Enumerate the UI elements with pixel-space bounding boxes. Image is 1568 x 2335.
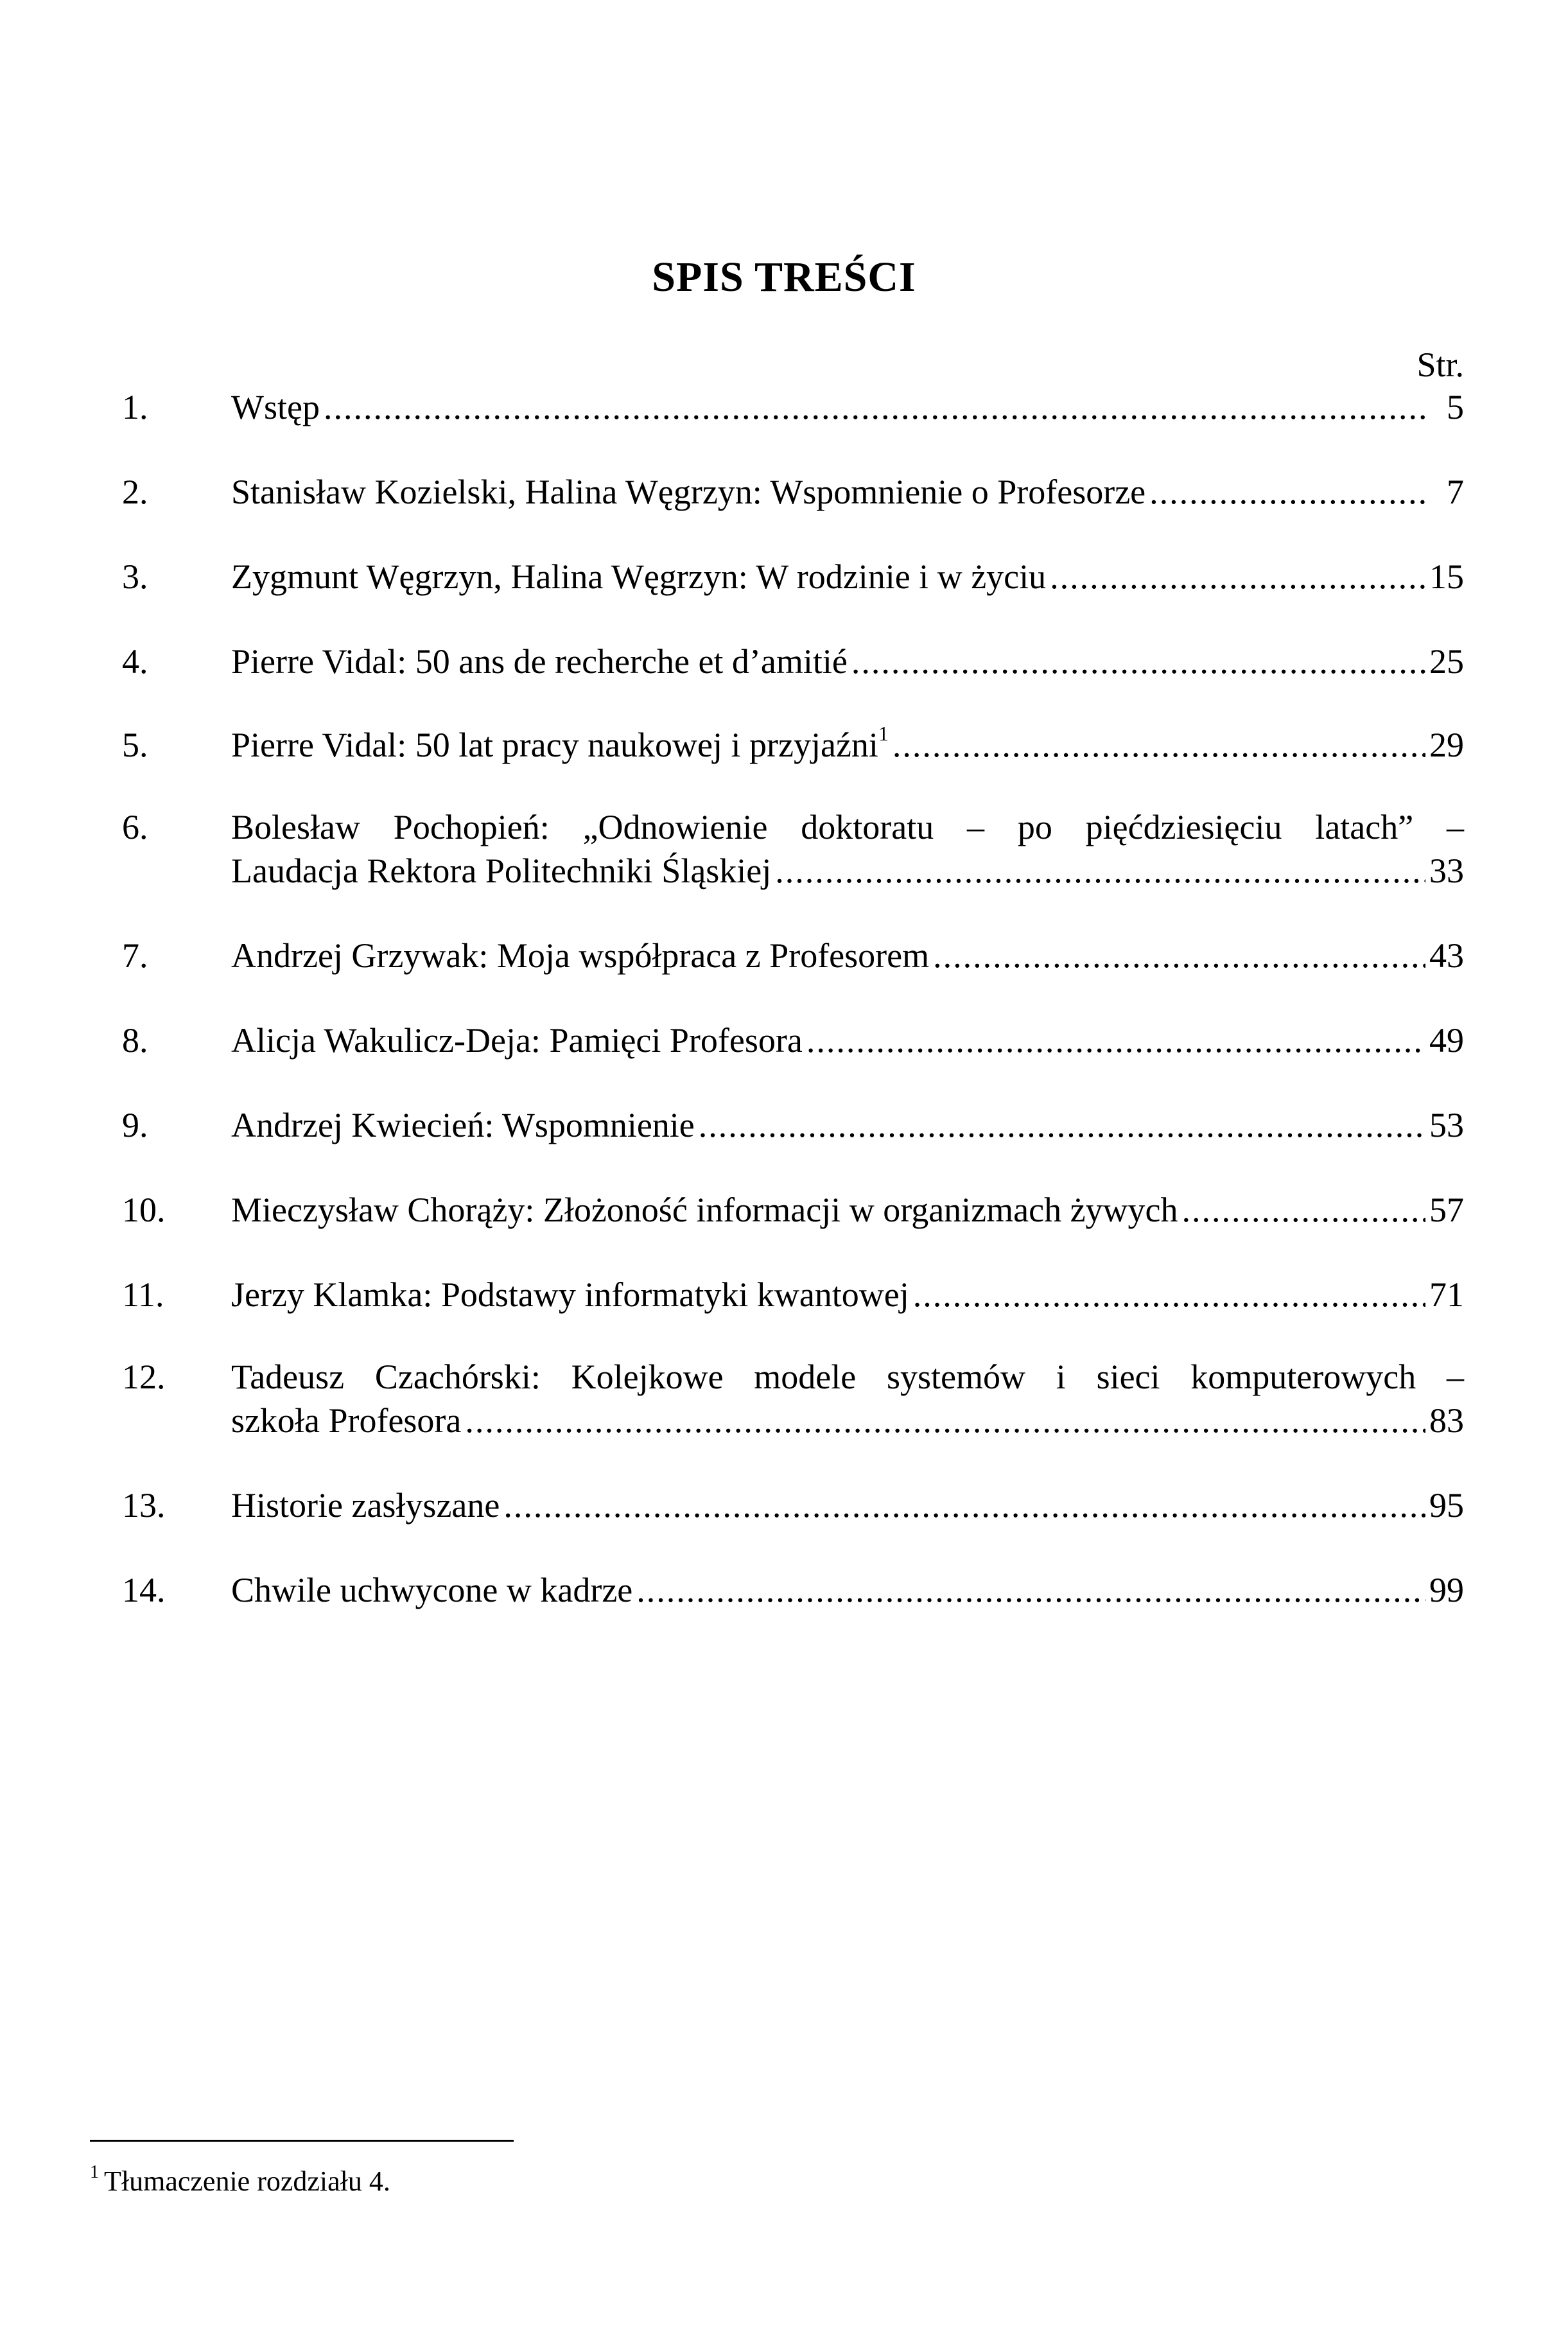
dot-leader xyxy=(1050,556,1425,597)
footnote-marker: 1 xyxy=(90,2162,99,2183)
toc-entry-title: Stanisław Kozielski, Halina Węgrzyn: Wspomnienie o Profesorze xyxy=(231,473,1146,511)
toc-entry-title: Andrzej Grzywak: Moja współpraca z Profesorem xyxy=(231,936,930,975)
toc-entry-title: Historie zasłyszane xyxy=(231,1486,500,1525)
toc-entry-page: 33 xyxy=(1429,852,1464,890)
toc-entry-number: 7. xyxy=(122,936,148,975)
toc-entry-page: 57 xyxy=(1429,1191,1464,1229)
toc-entry-page: 49 xyxy=(1429,1021,1464,1060)
dot-leader xyxy=(851,641,1425,682)
dot-leader xyxy=(893,724,1425,765)
dot-leader xyxy=(1149,471,1428,512)
toc-entry-page: 43 xyxy=(1429,936,1464,975)
toc-entry-page: 29 xyxy=(1429,726,1464,764)
page-title: SPIS TREŚCI xyxy=(652,254,916,301)
toc-entry-page: 71 xyxy=(1429,1275,1464,1314)
toc-entry-page: 5 xyxy=(1447,388,1464,426)
toc-entry-number: 1. xyxy=(122,388,148,426)
footnote-text: Tłumaczenie rozdziału 4. xyxy=(104,2165,390,2197)
toc-entry-page: 99 xyxy=(1429,1571,1464,1609)
toc-entry-number: 2. xyxy=(122,473,148,511)
toc-entry-title: Laudacja Rektora Politechniki Śląskiej xyxy=(231,852,772,890)
toc-entry-number: 14. xyxy=(122,1571,166,1609)
toc-entry-page: 95 xyxy=(1429,1486,1464,1525)
toc-entry-page: 53 xyxy=(1429,1106,1464,1144)
toc-entry-number: 3. xyxy=(122,557,148,596)
page-column-label: Str. xyxy=(1416,345,1464,384)
toc-entry-number: 8. xyxy=(122,1021,148,1060)
toc-entry-page: 83 xyxy=(1429,1401,1464,1440)
toc-entry-title: Pierre Vidal: 50 ans de recherche et d’amitié xyxy=(231,642,848,681)
toc-entry-title: Pierre Vidal: 50 lat pracy naukowej i przyjaźni xyxy=(231,726,878,764)
toc-entry-page: 25 xyxy=(1429,642,1464,681)
toc-entry-title: Alicja Wakulicz-Deja: Pamięci Profesora xyxy=(231,1021,803,1060)
toc-entry-number: 9. xyxy=(122,1106,148,1144)
toc-entry-number: 13. xyxy=(122,1486,166,1525)
dot-leader xyxy=(636,1570,1425,1611)
toc-entry-page: 15 xyxy=(1429,557,1464,596)
dot-leader xyxy=(933,935,1425,976)
toc-entry-title: szkoła Profesora xyxy=(231,1401,462,1440)
dot-leader xyxy=(806,1020,1425,1061)
dot-leader xyxy=(503,1485,1425,1526)
toc-entry-title: Jerzy Klamka: Podstawy informatyki kwantowej xyxy=(231,1275,909,1314)
toc-entry-number: 10. xyxy=(122,1191,166,1229)
toc-entry-number: 12. xyxy=(122,1358,166,1396)
dot-leader xyxy=(913,1274,1425,1315)
footnote-reference[interactable]: 1 xyxy=(878,722,889,745)
toc-entry-number: 6. xyxy=(122,808,148,846)
toc-entry-title: Chwile uchwycone w kadrze xyxy=(231,1571,633,1609)
toc-entry-title: Zygmunt Węgrzyn, Halina Węgrzyn: W rodzinie i w życiu xyxy=(231,557,1047,596)
toc-entry-title-line1: Tadeusz Czachórski: Kolejkowe modele systemów i sieci komputerowych – xyxy=(231,1358,1464,1396)
toc-entry-title-line1: Bolesław Pochopień: „Odnowienie doktoratu – po pięćdziesięciu latach” – xyxy=(231,808,1464,846)
toc-entry-number: 11. xyxy=(122,1275,164,1314)
dot-leader xyxy=(465,1400,1425,1441)
toc-entry-page: 7 xyxy=(1447,473,1464,511)
toc-entry-number: 5. xyxy=(122,726,148,764)
toc-entry-title: Andrzej Kwiecień: Wspomnienie xyxy=(231,1106,695,1144)
toc-entry-title: Mieczysław Chorąży: Złożoność informacji w organizmach żywych xyxy=(231,1191,1178,1229)
footnote-separator xyxy=(90,2140,514,2142)
footnote xyxy=(90,2164,390,2199)
dot-leader xyxy=(699,1105,1425,1146)
dot-leader xyxy=(1182,1189,1425,1230)
toc-entry-number: 4. xyxy=(122,642,148,681)
toc-entry-title: Wstęp xyxy=(231,388,320,426)
dot-leader xyxy=(324,387,1428,428)
dot-leader xyxy=(775,850,1425,891)
